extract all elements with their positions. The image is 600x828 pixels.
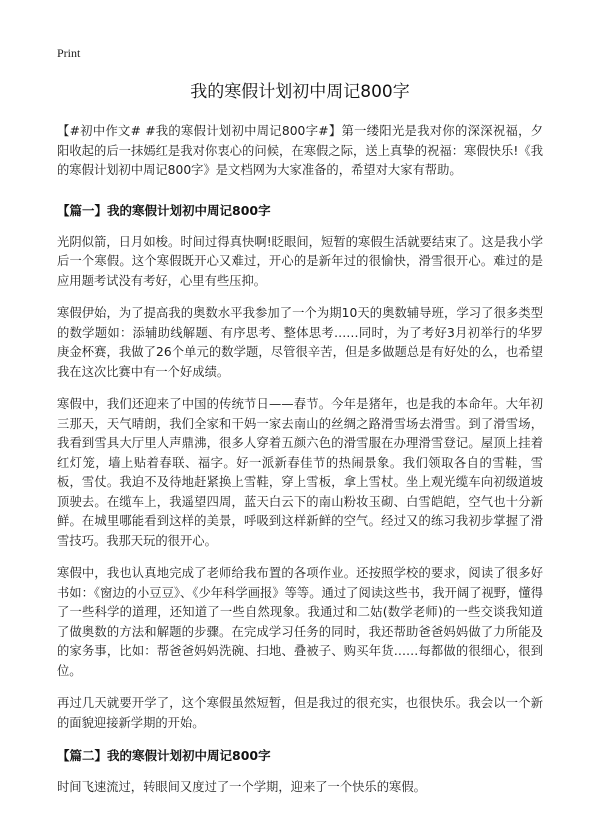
- intro-paragraph: 【#初中作文# #我的寒假计划初中周记800字#】第一缕阳光是我对你的深深祝福，夕阳收起的后一抹嫣红是我对你衷心的问候，在寒假之际，送上真挚的祝福：寒假快乐!《我的寒假计划初中周记800字》是文档网为大家准备的，希望对大家有帮助。: [57, 124, 543, 177]
- section-1-paragraph-3: 寒假中，我们还迎来了中国的传统节日——春节。今年是猪年，也是我的本命年。大年初三那天，天气晴朗，我们全家和干妈一家去南山的丝绸之路滑雪场去滑雪。到了滑雪场，我看到雪具大厅里人声鼎沸，很多人穿着五颜六色的滑雪服在办理滑雪登记。屋顶上挂着红灯笼，墙上贴着春联、福字。好一派新春佳节的热闹景象。我们领取各自的雪鞋，雪板，雪仗。我迫不及待地赶紧换上雪鞋，穿上雪板，拿上雪杖。坐上观光缆车向初级道坡顶驶去。在缆车上，我遥望四周，蓝天白云下的南山粉妆玉砌、白雪皑皑，空气也十分新鲜。在城里哪能看到这样的美景，呼吸到这样新鲜的空气。经过又的练习我初步掌握了滑雪技巧。我那天玩的很开心。: [57, 397, 543, 548]
- section-2-paragraph-1: 时间飞速流过，转眼间又度过了一个学期，迎来了一个快乐的寒假。: [57, 780, 426, 794]
- section-1-paragraph-2: 寒假伊始，为了提高我的奥数水平我参加了一个为期10天的奥数辅导班，学习了很多类型的数学题如：添辅助线解题、有序思考、整体思考……同时，为了考好3月初举行的华罗庚金杯赛，我做了26个单元的数学题，尽管很辛苦，但是多做题总是有好处的么，也希望我在这次比赛中有一个好成绩。: [57, 306, 543, 379]
- section-1-paragraph-5: 再过几天就要开学了，这个寒假虽然短暂，但是我过的很充实，也很快乐。我会以一个新的面貌迎接新学期的开始。: [57, 696, 543, 730]
- section-heading-2: 【篇二】我的寒假计划初中周记800字: [57, 748, 271, 763]
- print-link[interactable]: Print: [57, 46, 81, 60]
- section-1-paragraph-4: 寒假中，我也认真地完成了老师给我布置的各项作业。还按照学校的要求，阅读了很多好书如：《窗边的小豆豆》、《少年科学画报》等等。通过了阅读这些书，我开阔了视野，懂得了一些科学的道理，还知道了一些自然现象。我通过和二姑(数学老师)的一些交谈我知道了做奥数的方法和解题的步骤。在完成学习任务的同时，我还帮助爸爸妈妈做了力所能及的家务事，比如：帮爸爸妈妈洗碗、扫地、叠被子、购买年货……每都做的很细心，很到位。: [57, 566, 543, 678]
- article-body: [57, 122, 543, 811]
- section-heading-1: 【篇一】我的寒假计划初中周记800字: [57, 202, 271, 218]
- page-title: 我的寒假计划初中周记800字: [190, 82, 410, 102]
- section-1-paragraph-1: 光阴似箭，日月如梭。时间过得真快啊!眨眼间，短暂的寒假生活就要结束了。这是我小学后一个寒假。这个寒假既开心又难过，开心的是新年过的很愉快，滑雪很开心。难过的是应用题考试没有考好，心里有些压抑。: [57, 234, 543, 288]
